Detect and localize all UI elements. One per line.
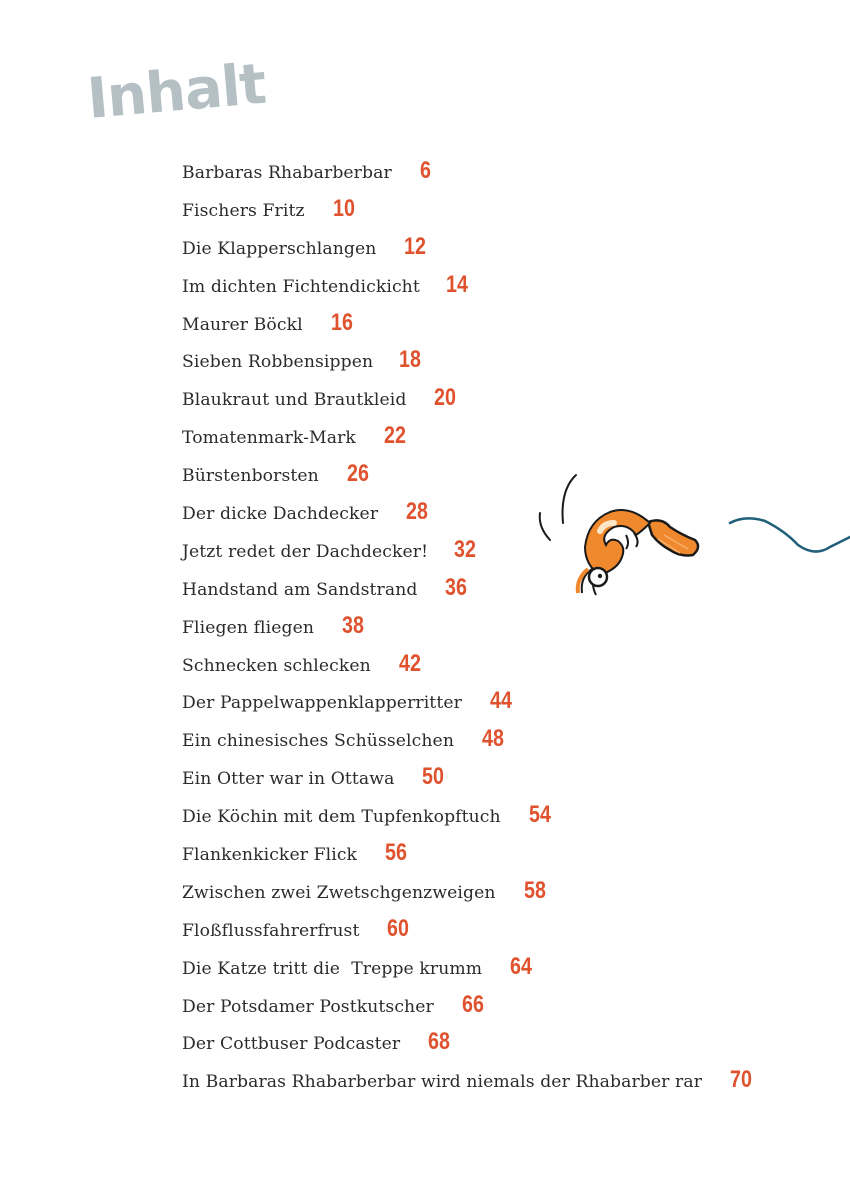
toc-entry-page-number: 18 — [399, 346, 422, 374]
toc-entry-title: Die Köchin mit dem Tupfenkopftuch — [182, 807, 501, 828]
toc-entry-page-number: 36 — [445, 573, 468, 601]
toc-entry[interactable] — [182, 233, 822, 271]
toc-entry[interactable] — [182, 1066, 822, 1104]
toc-entry-page-number: 44 — [489, 687, 512, 715]
toc-entry-page-number: 66 — [461, 990, 484, 1018]
toc-entry-title: Bürstenborsten — [182, 466, 319, 487]
toc-entry[interactable] — [182, 309, 822, 347]
toc-entry-page-number: 28 — [406, 498, 429, 526]
table-of-contents — [182, 157, 822, 1104]
toc-entry-title: Ein Otter war in Ottawa — [182, 769, 395, 790]
toc-entry[interactable] — [182, 422, 822, 460]
toc-entry-page-number: 20 — [434, 384, 457, 412]
toc-entry-title: Floßflussfahrerfrust — [182, 920, 360, 941]
toc-entry[interactable] — [182, 953, 822, 991]
toc-entry[interactable] — [182, 725, 822, 763]
toc-entry-page-number: 54 — [528, 801, 551, 829]
toc-entry-page-number: 60 — [387, 914, 410, 942]
toc-entry-title: In Barbaras Rhabarberbar wird niemals der Rhabarber rar — [182, 1072, 703, 1093]
toc-entry-title: Tomatenmark-Mark — [182, 428, 356, 449]
toc-entry-title: Flankenkicker Flick — [182, 845, 358, 866]
toc-entry-title: Sieben Robbensippen — [182, 352, 374, 373]
toc-entry[interactable] — [182, 915, 822, 953]
toc-entry-title: Die Katze tritt die Treppe krumm — [182, 958, 483, 979]
toc-entry[interactable] — [182, 801, 822, 839]
toc-entry-title: Der Cottbuser Podcaster — [182, 1034, 401, 1055]
toc-entry-page-number: 70 — [730, 1066, 752, 1094]
toc-entry-page-number: 16 — [330, 308, 353, 336]
toc-entry[interactable] — [182, 839, 822, 877]
toc-entry-page-number: 10 — [332, 194, 355, 222]
toc-entry-page-number: 64 — [510, 952, 533, 980]
toc-entry-page-number: 42 — [398, 649, 421, 677]
toc-entry[interactable] — [182, 877, 822, 915]
toc-entry-title: Die Klapperschlangen — [182, 238, 377, 259]
toc-entry-page-number: 58 — [523, 876, 546, 904]
toc-entry[interactable] — [182, 991, 822, 1029]
toc-entry[interactable] — [182, 1028, 822, 1066]
toc-entry[interactable] — [182, 195, 822, 233]
toc-entry-page-number: 22 — [383, 422, 406, 450]
toc-entry[interactable] — [182, 157, 822, 195]
toc-entry-title: Im dichten Fichtendickicht — [182, 276, 420, 297]
toc-entry-title: Der dicke Dachdecker — [182, 504, 379, 525]
toc-entry-page-number: 6 — [419, 157, 431, 184]
toc-entry-title: Schnecken schlecken — [182, 655, 371, 676]
page-title: Inhalt — [84, 51, 268, 132]
toc-entry-page-number: 26 — [346, 460, 369, 488]
toc-entry-title: Ein chinesisches Schüsselchen — [182, 731, 454, 752]
toc-entry-page-number: 48 — [481, 725, 504, 753]
toc-entry-title: Jetzt redet der Dachdecker! — [182, 541, 429, 562]
toc-entry-page-number: 12 — [404, 232, 427, 260]
motion-lines-icon — [540, 475, 576, 540]
toc-entry-title: Der Pappelwappenklapperritter — [182, 693, 462, 714]
toc-entry-page-number: 32 — [454, 535, 477, 563]
toc-entry-title: Maurer Böckl — [182, 314, 303, 335]
wave-line-icon — [730, 518, 850, 551]
toc-entry-page-number: 68 — [428, 1028, 451, 1056]
toc-entry-title: Der Potsdamer Postkutscher — [182, 996, 434, 1017]
toc-entry[interactable] — [182, 612, 822, 650]
toc-entry[interactable] — [182, 271, 822, 309]
toc-entry-title: Barbaras Rhabarberbar — [182, 163, 392, 183]
toc-entry-page-number: 50 — [422, 763, 445, 791]
toc-entry-page-number: 14 — [445, 270, 468, 298]
toc-entry[interactable] — [182, 650, 822, 688]
toc-entry-title: Fliegen fliegen — [182, 617, 315, 638]
toc-entry-page-number: 56 — [385, 839, 407, 867]
shrimp-illustration — [530, 465, 850, 605]
toc-entry[interactable] — [182, 384, 822, 422]
toc-entry-title: Handstand am Sandstrand — [182, 579, 418, 600]
toc-entry-page-number: 38 — [342, 611, 364, 639]
toc-entry-title: Zwischen zwei Zwetschgenzweigen — [182, 882, 496, 903]
toc-entry[interactable] — [182, 763, 822, 801]
toc-entry[interactable] — [182, 687, 822, 725]
shrimp-icon — [578, 510, 698, 595]
toc-entry[interactable] — [182, 346, 822, 384]
toc-entry-title: Blaukraut und Brautkleid — [182, 390, 407, 411]
toc-entry-title: Fischers Fritz — [182, 200, 305, 221]
